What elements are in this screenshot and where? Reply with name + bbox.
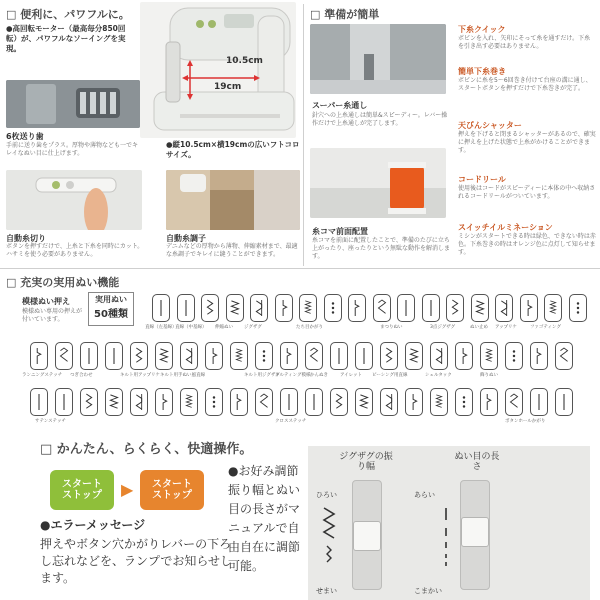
stitch-pattern-icon: [446, 294, 464, 322]
stitch-pattern-label: ジグザグ: [244, 325, 262, 330]
auto-cut-photo: [6, 170, 142, 230]
illumination-text: ミシンがスタートできる時は緑色、できない時は赤色。下糸巻きの時はオレンジ色に点灯して知らせます。: [458, 233, 596, 256]
stitch-pattern-label: ファゴティング: [530, 325, 561, 330]
shutter-title: 天びんシャッター: [458, 121, 522, 130]
stitch-pattern-icon: [430, 388, 448, 416]
auto-cut-text: ボタンを押すだけで、上糸と下糸を同時にカット。ハサミを使う必要がありません。: [6, 243, 144, 258]
stitch-pattern-icon: [55, 342, 73, 370]
stitch-pattern-icon: [480, 388, 498, 416]
stitch-pattern-label: クロスステッチ: [275, 419, 307, 424]
stitch-pattern-icon: [455, 388, 473, 416]
motor-title: ●高回転モーター（最高毎分850回転）が、パワフルなソーイングを実現。: [6, 24, 126, 53]
width-wide-label: ひろい: [316, 491, 337, 499]
width-narrow-label: せまい: [316, 587, 337, 595]
stitch-pattern-icon: [330, 388, 348, 416]
stitch-pattern-icon: [280, 342, 298, 370]
stitch-pattern-icon: [155, 342, 173, 370]
auto-tension-photo: [166, 170, 300, 230]
stitch-pattern-icon: [520, 294, 538, 322]
stitch-pattern-label: アップリケ: [495, 325, 517, 330]
length-coarse-label: あらい: [414, 491, 435, 499]
section-title-easy: [40, 438, 252, 457]
threader-photo: [310, 24, 446, 94]
stitch-pattern-icon: [201, 294, 219, 322]
feed-dogs-text: 手前に送り歯をプラス。厚物や薄物なども一でキレイなぬい目に仕上げます。: [6, 142, 139, 157]
stitch-pattern-label: キルト用アップリケ: [120, 373, 160, 378]
length-dial-label: ぬい目の長さ: [454, 452, 500, 472]
stitch-pattern-icon: [155, 388, 173, 416]
stitch-pattern-icon: [230, 388, 248, 416]
auto-tension-text: デニムなどの厚物から薄物、伸縮素材まで、最適な糸調子でキレイに縫うことができます。: [166, 243, 298, 258]
stitch-pattern-icon: [105, 342, 123, 370]
stitch-pattern-icon: [205, 342, 223, 370]
stitch-pattern-icon: [330, 342, 348, 370]
stitch-pattern-icon: [180, 342, 198, 370]
stitch-pattern-icon: [180, 388, 198, 416]
stitch-length-icon: [442, 506, 450, 570]
stitch-pattern-icon: [405, 388, 423, 416]
section-title-easy-text: □ かんたん、らくらく、快適操作。: [40, 442, 253, 457]
stitch-pattern-label: キルト用手ぬい風直線: [160, 373, 205, 378]
section-title-power-text: □ 便利に、パワフルに。: [6, 8, 130, 21]
stitch-pattern-icon: [177, 294, 195, 322]
stitch-pattern-icon: [348, 294, 366, 322]
winding-text: ボビンに糸を5〜6回巻き付けて台座の溝に通し、スタートボタンを押すだけで下糸巻きが完了。: [458, 77, 592, 92]
stitch-pattern-icon: [422, 294, 440, 322]
section-title-stitches: [6, 274, 119, 290]
stitch-pattern-label: ランニングステッチ: [22, 373, 63, 378]
length-fine-label: こまかい: [414, 587, 442, 595]
stitch-pattern-label: キルト用ジグザグ: [244, 373, 280, 378]
error-text: 押えやボタン穴かがりレバーの下ろし忘れなどを、ランプでお知らせします。: [40, 537, 233, 585]
section-title-stitches-text: □ 充実の実用ぬい機能: [6, 276, 120, 289]
feed-dogs-photo: [6, 80, 140, 128]
stitch-pattern-icon: [105, 388, 123, 416]
stitch-pattern-icon: [305, 388, 323, 416]
stitch-pattern-label: シェルタック: [425, 373, 452, 378]
threader-title: スーパー糸通し: [312, 101, 368, 110]
stitch-pattern-icon: [480, 342, 498, 370]
threader-text: 針穴への上糸通しは簡単&スピーディー。レバー操作だけで上糸通しが完了します。: [312, 112, 448, 127]
pattern-presser-title: 模様ぬい押え: [22, 297, 70, 306]
stitch-pattern-icon: [355, 388, 373, 416]
space-text: ●縦10.5cm×横19cmの広いフトコロサイズ。: [166, 140, 300, 159]
stitch-pattern-label: ピーシング用直線: [372, 373, 408, 378]
error-title: ●エラーメッセージ: [40, 518, 146, 532]
stitch-pattern-icon: [80, 342, 98, 370]
stitch-pattern-label: 直線（左基線）: [145, 325, 177, 330]
stitch-pattern-icon: [280, 388, 298, 416]
spool-text: 糸コマを前面に配置したことで、準備のたびに立ち上がったり、座ったりという無駄な動作を解消します。: [312, 237, 451, 260]
auto-tension-title: 自動糸調子: [166, 234, 206, 243]
stitch-pattern-icon: [373, 294, 391, 322]
stitch-pattern-icon: [380, 342, 398, 370]
stitch-pattern-icon: [226, 294, 244, 322]
stitch-pattern-icon: [397, 294, 415, 322]
stitch-pattern-icon: [152, 294, 170, 322]
width-dial-label: ジグザグの振り幅: [339, 452, 393, 472]
stitch-count-value: 50種類: [94, 309, 128, 320]
stitch-pattern-icon: [430, 342, 448, 370]
stitch-pattern-icon: [299, 294, 317, 322]
stitch-pattern-label: かんぬき: [310, 373, 328, 378]
stitch-pattern-icon: [305, 342, 323, 370]
stitch-pattern-icon: [250, 294, 268, 322]
shutter-text: 押えを下げると閉まるシャッターがあるので、確実に押えを上げた状態で上糸がかけることができます。: [458, 131, 596, 154]
stitch-pattern-icon: [324, 294, 342, 322]
stitch-pattern-label: 伸縮ぬい: [215, 325, 233, 330]
stitch-pattern-label: 飾りぬい: [480, 373, 498, 378]
stitch-pattern-icon: [495, 294, 513, 322]
stitch-pattern-icon: [530, 342, 548, 370]
stitch-pattern-icon: [505, 342, 523, 370]
stitch-pattern-icon: [30, 388, 48, 416]
illumination-title: スイッチイルミネーション: [458, 223, 553, 232]
stitch-pattern-icon: [205, 388, 223, 416]
stitch-pattern-icon: [255, 388, 273, 416]
dim-length-label: 19cm: [214, 82, 242, 92]
stitch-pattern-label: ぬい止め: [470, 325, 488, 330]
stitch-pattern-icon: [555, 342, 573, 370]
start-stop-button-green: スタートストップ: [50, 470, 114, 510]
section-title-prep-text: □ 準備が簡単: [310, 8, 380, 21]
stitch-pattern-label: 直線（中基線）: [175, 325, 207, 330]
stitch-pattern-label: 3点ジグザグ: [430, 325, 456, 330]
stitch-pattern-icon: [569, 294, 587, 322]
stitch-pattern-label: まつりぬい: [380, 325, 403, 330]
stitch-pattern-icon: [380, 388, 398, 416]
stitch-pattern-icon: [55, 388, 73, 416]
stitch-pattern-icon: [30, 342, 48, 370]
stitch-pattern-icon: [80, 388, 98, 416]
stitch-pattern-icon: [505, 388, 523, 416]
stitch-pattern-icon: [405, 342, 423, 370]
stitch-pattern-icon: [355, 342, 373, 370]
spool-photo: [310, 148, 446, 218]
width-slider-track[interactable]: [352, 480, 382, 590]
stitch-pattern-icon: [555, 388, 573, 416]
spool-title: 糸コマ前面配置: [312, 227, 368, 236]
cord-reel-title: コードリール: [458, 175, 506, 184]
stitch-pattern-icon: [544, 294, 562, 322]
stitch-pattern-label: ボタンホールかがり: [505, 419, 546, 424]
stitch-pattern-icon: [130, 388, 148, 416]
auto-cut-title: 自動糸切り: [6, 234, 46, 243]
quick-bobbin-title: 下糸クイック: [458, 25, 506, 34]
start-stop-button-orange: スタートストップ: [140, 470, 204, 510]
section-title-power: [6, 6, 130, 22]
stitch-pattern-label: サテンステッチ: [35, 419, 67, 424]
length-slider-track[interactable]: [460, 480, 490, 590]
stitch-pattern-label: キルティング模様: [275, 373, 311, 378]
stitch-grid: [0, 290, 600, 426]
stitch-pattern-icon: [455, 342, 473, 370]
stitch-pattern-icon: [130, 342, 148, 370]
stitch-pattern-label: つぎ合わせ: [70, 373, 93, 378]
stitch-count-label: 実用ぬい: [95, 295, 127, 304]
stitch-pattern-label: アイレット: [340, 373, 363, 378]
quick-bobbin-text: ボビンを入れ、矢印にそって糸を通すだけ。下糸を引き出す必要はありません。: [458, 35, 591, 50]
column-divider: [303, 4, 304, 266]
stitch-pattern-icon: [471, 294, 489, 322]
speed-text: ●お好み調節 振り幅とぬい目の長さがマニュアルで自由自在に調節可能。: [228, 464, 301, 573]
stitch-pattern-icon: [530, 388, 548, 416]
winding-title: 簡単下糸巻き: [458, 67, 506, 76]
feed-dogs-title: 6枚送り歯: [6, 132, 44, 141]
stitch-pattern-icon: [275, 294, 293, 322]
zigzag-width-icon: [322, 506, 336, 570]
length-slider-knob[interactable]: [461, 517, 489, 547]
section-title-prep: [310, 6, 379, 22]
stitch-pattern-icon: [230, 342, 248, 370]
stitch-pattern-icon: [255, 342, 273, 370]
arrow-right-icon: ▶: [121, 480, 134, 499]
pattern-presser-text: 模様ぬい専用の押えが付いています。: [22, 308, 83, 323]
dim-width-label: 10.5cm: [226, 56, 263, 66]
cord-reel-text: 使用後はコードがスピーディーに本体の中へ収納されるコードリールがついています。: [458, 185, 596, 200]
sewing-machine-photo: [140, 2, 296, 138]
dial-panel: [308, 446, 590, 600]
width-slider-knob[interactable]: [353, 521, 381, 551]
stitch-pattern-label: たち目かがり: [296, 325, 323, 330]
section-divider: [0, 268, 600, 269]
